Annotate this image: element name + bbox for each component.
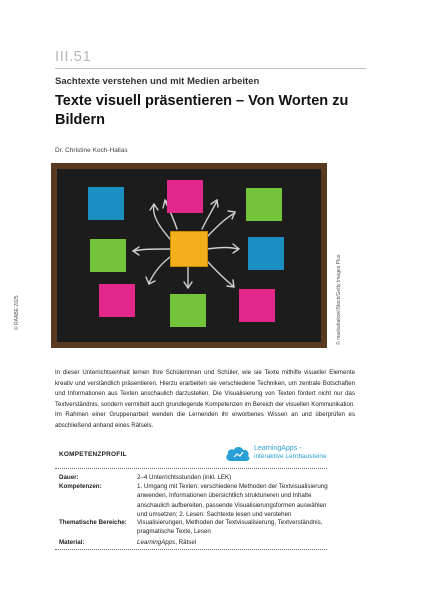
note-blue-top-left: [88, 187, 124, 220]
learningapps-logo: [225, 443, 325, 465]
cover-photo: [51, 163, 327, 348]
note-green-top-right: [246, 188, 282, 221]
profile-divider-top: [55, 468, 327, 469]
note-magenta-top-center: [167, 180, 203, 213]
author-name: Dr. Christine Koch-Hallas: [55, 147, 128, 154]
profile-divider-bottom: [55, 549, 327, 550]
note-magenta-bottom-right: [239, 289, 275, 322]
page-code: III.51: [55, 48, 92, 65]
logo-line-1: LearningApps -: [254, 445, 302, 452]
kompetenzprofil-box: [55, 441, 327, 553]
page-title: Texte visuell präsentieren – Von Worten zu Bildern: [55, 93, 349, 128]
row-label: Thematische Bereiche:: [59, 519, 127, 526]
chalkboard: [57, 169, 321, 342]
note-blue-middle-right: [248, 237, 284, 270]
copyright-label: © RAABE 2025: [14, 295, 20, 330]
cloud-icon: [225, 445, 251, 463]
material-app-name: LearningApps: [137, 539, 176, 546]
row-value: Visualisierungen, Methoden der Textvisualisierung, Textverständnis, pragmatische Texte, Lesen: [137, 519, 323, 536]
note-green-bottom-center: [170, 294, 206, 327]
row-value: [137, 538, 329, 547]
row-label: Dauer:: [59, 474, 79, 481]
section-subtitle: Sachtexte verstehen und mit Medien arbeiten: [55, 76, 260, 87]
row-value: 2–4 Unterrichtsstunden (inkl. LEK): [137, 474, 232, 481]
photo-credit: © maxkabakov/iStock/Getty Images Plus: [336, 254, 342, 345]
note-magenta-bottom-left: [99, 284, 135, 317]
note-green-middle-left: [90, 239, 126, 272]
row-label: Material:: [59, 539, 85, 546]
row-label: Kompetenzen:: [59, 483, 102, 490]
row-value: 1. Umgang mit Texten: verschiedene Methoden der Textvisualisierung anwenden, Informationen übersichtlich strukturieren und Inhalte anschaulich aufbereiten, passende Visualisierungsformen auswählen und umsetzen; 2. Lesen: Sachtexte lesen und verstehen: [137, 483, 328, 518]
logo-line-2: interaktive Lernbausteine: [254, 453, 327, 460]
intro-text: In dieser Unterrichtseinheit lernen Ihre Schülerinnen und Schüler, wie sie Texte mithilfe visueller Elemente kreativ und verständlich präsentieren. Hierzu erarbeiten sie verschiedene Techniken, um zentrale Botschaften und Informationen aus Texten anschaulich darzustellen. Die Visualisierung von Texten fördert nicht nur das Textverständnis, sondern vermittelt auch grundlegende Kompetenzen im Bereich der visuellen Kommunikation. Im Rahmen einer Gruppenarbeit wenden die Lernenden ihr erworbenes Wissen an und überprüfen es abschließend anhand eines Rätsels.: [55, 369, 355, 429]
kompetenzprofil-heading: KOMPETENZPROFIL: [59, 451, 127, 458]
intro-paragraph: [55, 368, 355, 432]
material-rest: , Rätsel: [175, 539, 197, 546]
top-divider: [55, 68, 366, 69]
note-orange-center: [170, 231, 208, 267]
